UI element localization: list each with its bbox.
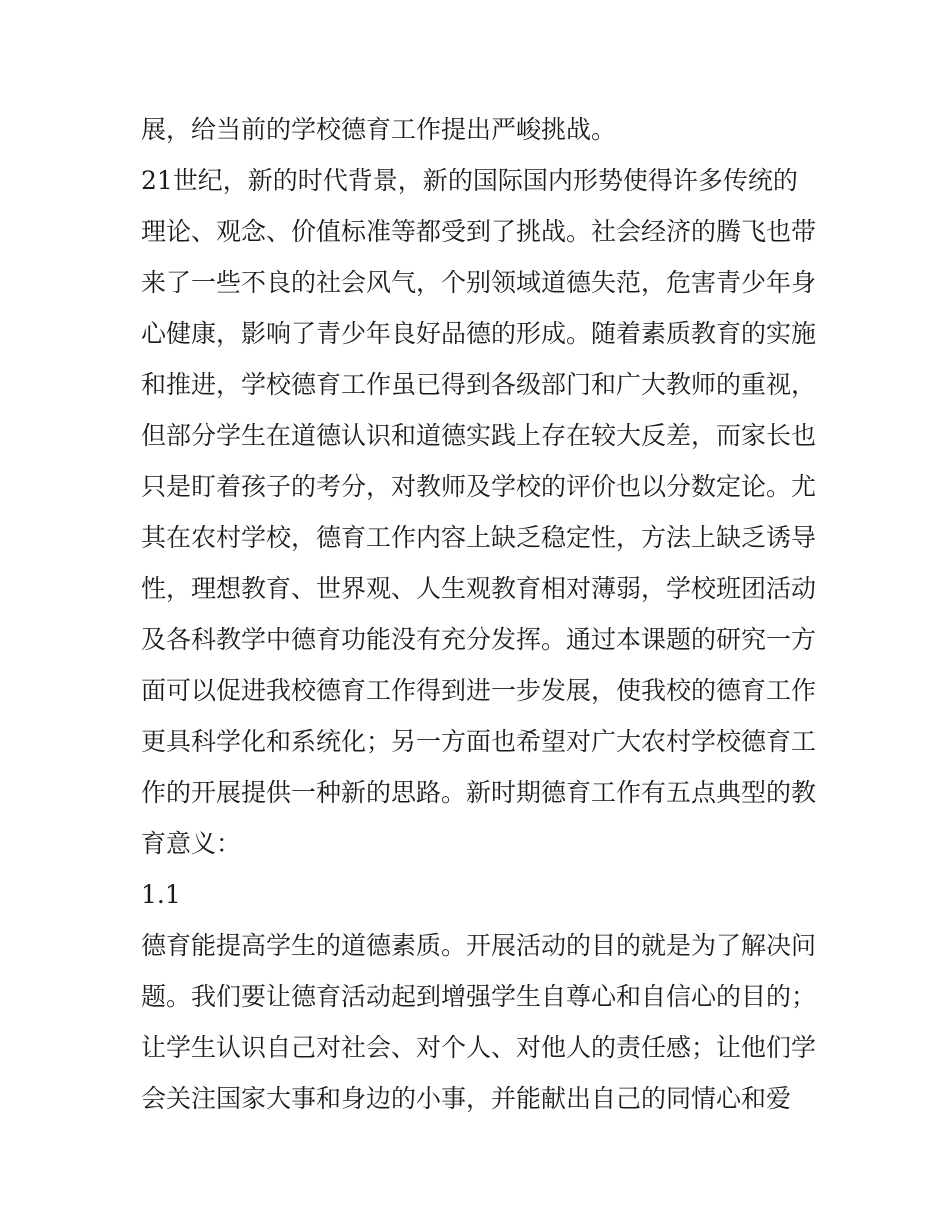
text-line: 只是盯着孩子的考分，对教师及学校的评价也以分数定论。尤 [141, 472, 817, 501]
text-line: 作的开展提供一种新的思路。新时期德育工作有五点典型的教 [141, 778, 817, 807]
text-line: 更具科学化和系统化；另一方面也希望对广大农村学校德育工 [141, 727, 817, 756]
text-line: 会关注国家大事和身边的小事，并能献出自己的同情心和爱 [141, 1084, 792, 1113]
text-line: 和推进，学校德育工作虽已得到各级部门和广大教师的重视， [141, 370, 817, 399]
text-line: 理论、观念、价值标准等都受到了挑战。社会经济的腾飞也带 [141, 217, 817, 246]
text-line: 性，理想教育、世界观、人生观教育相对薄弱，学校班团活动 [141, 574, 817, 603]
text-line: 但部分学生在道德认识和道德实践上存在较大反差，而家长也 [141, 421, 817, 450]
text-line: 来了一些不良的社会风气，个别领域道德失范，危害青少年身 [141, 268, 817, 297]
text-line: 及各科教学中德育功能没有充分发挥。通过本课题的研究一方 [141, 625, 817, 654]
text-line: 德育能提高学生的道德素质。开展活动的目的就是为了解决问 [141, 931, 817, 960]
text-line: 面可以促进我校德育工作得到进一步发展，使我校的德育工作 [141, 676, 817, 705]
text-line: 其在农村学校，德育工作内容上缺乏稳定性，方法上缺乏诱导 [141, 523, 817, 552]
text-line: 21世纪，新的时代背景，新的国际国内形势使得许多传统的 [141, 166, 798, 195]
section-number: 1.1 [141, 880, 181, 909]
text-line: 让学生认识自己对社会、对个人、对他人的责任感；让他们学 [141, 1033, 817, 1062]
text-line: 题。我们要让德育活动起到增强学生自尊心和自信心的目的； [141, 982, 817, 1011]
text-line: 心健康，影响了青少年良好品德的形成。随着素质教育的实施 [141, 319, 817, 348]
text-line: 展，给当前的学校德育工作提出严峻挑战。 [141, 115, 617, 144]
text-line: 育意义： [141, 829, 242, 858]
